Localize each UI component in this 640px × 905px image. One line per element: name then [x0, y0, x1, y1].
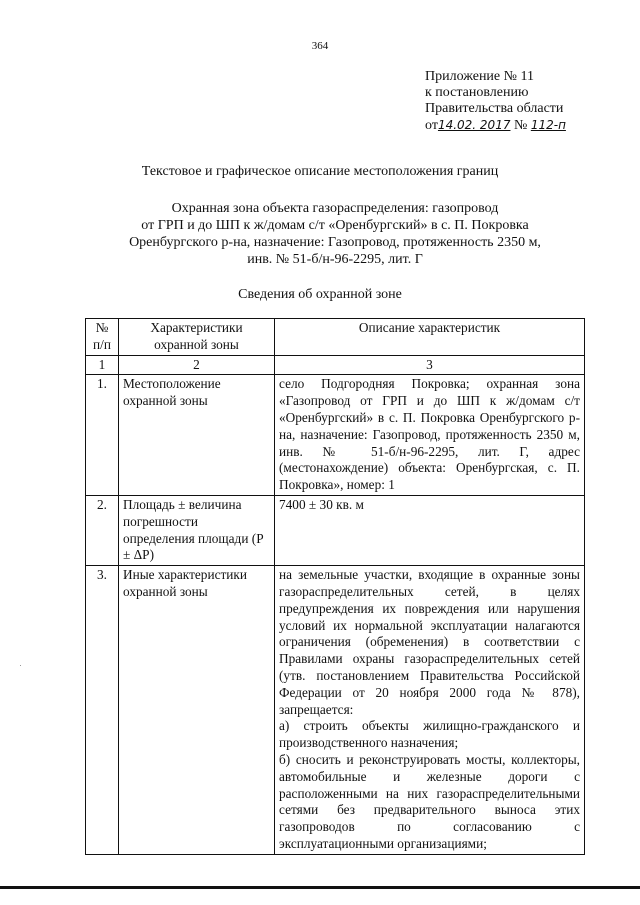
scan-speck: [20, 665, 21, 666]
object-description-line: Охранная зона объекта газораспределения: газопровод: [171, 201, 499, 216]
row-number: 2.: [86, 495, 119, 565]
appendix-government-line: Правительства области: [425, 101, 564, 116]
appendix-title: Приложение № 11: [425, 69, 534, 84]
table-row: [86, 566, 585, 855]
row-number: 3.: [86, 566, 119, 855]
number-prefix: №: [513, 118, 528, 133]
table-index-row: [86, 355, 585, 375]
object-description: [90, 200, 580, 268]
section-title: Сведения об охранной зоне: [238, 287, 402, 302]
table-header-row: [86, 319, 585, 356]
row-description: [275, 495, 585, 565]
row-number: 1.: [86, 375, 119, 496]
column-index: 1: [86, 355, 119, 375]
header-characteristic: Характеристики охранной зоны: [119, 319, 275, 356]
appendix-resolution-line: к постановлению: [425, 85, 529, 100]
handwritten-date: 14.02. 2017: [437, 118, 511, 132]
description-paragraph: б) сносить и реконструировать мосты, коллекторы, автомобильные и железные дороги с расположенными на них газораспределительными сетями без предварительного выноса этих газопроводов по согласованию с эксплуатационными организациями;: [279, 751, 580, 851]
row-description: [275, 566, 585, 855]
column-index: 3: [275, 355, 585, 375]
description-paragraph: село Подгородняя Покровка; охранная зона «Газопровод от ГРП и до ШП к ж/домам с/т «Оренбургский» в с. П. Покровка Оренбургского р-на, назначение: Газопровод, протяженность 2350 м, инв. № 51-б/н-96-2295, лит. Г, адрес (местонахождение) объекта: Оренбургская, с. П. Покровка», номер: 1: [279, 376, 580, 493]
table-row: [86, 495, 585, 565]
page-bottom-rule: [0, 886, 640, 889]
document-title: Текстовое и графическое описание местоположения границ: [141, 164, 499, 179]
description-paragraph: на земельные участки, входящие в охранные зоны газораспределительных сетей, в целях предупреждения их повреждения или нарушения условий их нормальной эксплуатации налагаются ограничения (обременения) в соответствии с Правилами охраны газораспределительных сетей (утв. постановлением Правительства Российской Федерации от 20 ноября 2000 года № 878), запрещается:: [279, 567, 580, 717]
column-index: 2: [119, 355, 275, 375]
object-description-line: Оренбургского р-на, назначение: Газопровод, протяженность 2350 м,: [129, 235, 541, 250]
header-number: № п/п: [86, 319, 119, 356]
handwritten-number: 112-п: [530, 118, 566, 132]
row-characteristic: Площадь ± величина погрешности определения площади (Р ± ΔР): [119, 495, 275, 565]
page-number: 364: [311, 40, 329, 52]
protection-zone-table: [85, 318, 585, 855]
row-description: [275, 375, 585, 496]
object-description-line: от ГРП и до ШП к ж/домам с/т «Оренбургский» в с. П. Покровка: [141, 218, 529, 233]
date-prefix: от: [425, 118, 438, 133]
description-paragraph: а) строить объекты жилищно-гражданского и производственного назначения;: [279, 718, 580, 751]
appendix-block: [425, 69, 566, 134]
description-paragraph: 7400 ± 30 кв. м: [279, 496, 364, 512]
row-characteristic: Местоположение охранной зоны: [119, 375, 275, 496]
table-row: [86, 375, 585, 496]
object-description-line: инв. № 51-б/н-96-2295, лит. Г: [247, 252, 423, 267]
appendix-date-line: [425, 117, 566, 134]
row-characteristic: Иные характеристики охранной зоны: [119, 566, 275, 855]
header-description: Описание характеристик: [275, 319, 585, 356]
